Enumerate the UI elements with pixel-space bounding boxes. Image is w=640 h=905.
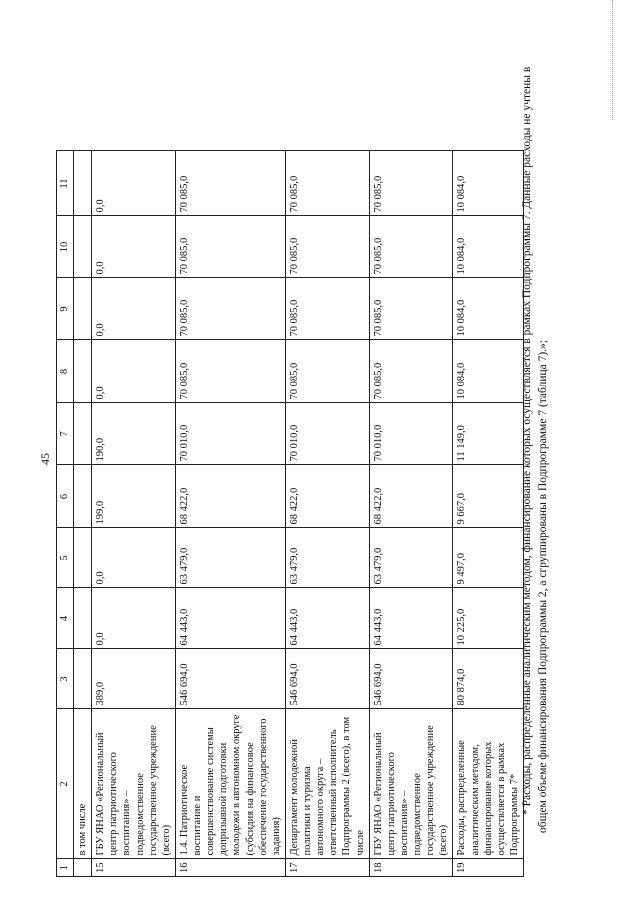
value-cell: 68 422,0 — [369, 465, 453, 528]
row-description: 1.4. Патриотическое воспитание и совершенствование системы допризывной подготовки молодежи в автономном округе (субсидия на финансовое обеспечение государственного задания) — [175, 709, 285, 859]
value-cell: 70 085,0 — [369, 340, 453, 403]
header-cell: 3 — [57, 649, 74, 709]
row-description: ГБУ ЯНАО «Региональный центр патриотического воспитания» – подведомственное государственное учреждение (всего) — [369, 709, 453, 859]
value-cell: 64 443,0 — [175, 588, 285, 649]
value-cell: 10 084,0 — [453, 216, 524, 278]
header-cell: 8 — [57, 340, 74, 403]
value-cell: 9 667,0 — [453, 465, 524, 528]
value-cell: 0,0 — [92, 278, 176, 340]
footnote: * Расходы, распределенные аналитическим методом, финансирование которых осуществляется в рамках Подпрограммы 7. Данные расходы не учтены в общем объеме финансирования Подпрограммы 2, а сгруппированы в Подпрограмме 7 (таблица 7).»; — [521, 66, 549, 833]
value-cell: 10 084,0 — [453, 340, 524, 403]
financing-table — [56, 151, 524, 878]
header-cell: 2 — [57, 709, 74, 859]
page-number: 45 — [38, 453, 52, 465]
value-cell: 70 010,0 — [369, 403, 453, 465]
row-description: в том числе — [74, 709, 92, 859]
scan-edge-mark — [612, 0, 613, 120]
value-cell: 70 085,0 — [175, 278, 285, 340]
value-cell — [74, 340, 92, 403]
value-cell: 0,0 — [92, 151, 176, 216]
value-cell: 70 085,0 — [369, 151, 453, 216]
value-cell: 63 479,0 — [285, 528, 369, 588]
value-cell: 70 085,0 — [285, 278, 369, 340]
row-description: Расходы, распределенные аналитическим методом, финансирование которых осуществляется в рамках Подпрограммы 7* — [453, 709, 524, 859]
value-cell: 11 149,0 — [453, 403, 524, 465]
value-cell: 70 085,0 — [175, 216, 285, 278]
header-cell: 11 — [57, 151, 74, 216]
value-cell: 0,0 — [92, 588, 176, 649]
table-row — [285, 151, 369, 877]
value-cell: 63 479,0 — [175, 528, 285, 588]
value-cell — [74, 216, 92, 278]
value-cell: 70 085,0 — [285, 151, 369, 216]
value-cell: 389,0 — [92, 649, 176, 709]
value-cell: 64 443,0 — [369, 588, 453, 649]
value-cell: 70 010,0 — [285, 403, 369, 465]
value-cell: 70 085,0 — [175, 151, 285, 216]
row-description: Департамент молодежной политики и туризма автономного округа – ответственный исполнитель Подпрограммы 2 (всего), в том числе — [285, 709, 369, 859]
header-cell: 10 — [57, 216, 74, 278]
row-number: 15 — [92, 859, 176, 877]
value-cell — [74, 465, 92, 528]
row-number: 19 — [453, 859, 524, 877]
value-cell: 64 443,0 — [285, 588, 369, 649]
value-cell: 10 084,0 — [453, 151, 524, 216]
header-row — [57, 151, 74, 877]
value-cell: 546 694,0 — [175, 649, 285, 709]
row-number: 18 — [369, 859, 453, 877]
table-row — [369, 151, 453, 877]
value-cell: 70 085,0 — [175, 340, 285, 403]
row-number: 16 — [175, 859, 285, 877]
value-cell: 546 694,0 — [285, 649, 369, 709]
header-cell: 4 — [57, 588, 74, 649]
value-cell: 80 874,0 — [453, 649, 524, 709]
value-cell: 190,0 — [92, 403, 176, 465]
value-cell: 546 694,0 — [369, 649, 453, 709]
table-row — [175, 151, 285, 877]
value-cell: 0,0 — [92, 528, 176, 588]
table-row — [74, 151, 92, 877]
value-cell: 70 085,0 — [285, 340, 369, 403]
header-cell: 9 — [57, 278, 74, 340]
value-cell: 63 479,0 — [369, 528, 453, 588]
row-number: 17 — [285, 859, 369, 877]
value-cell — [74, 588, 92, 649]
value-cell: 0,0 — [92, 216, 176, 278]
value-cell — [74, 528, 92, 588]
value-cell: 70 010,0 — [175, 403, 285, 465]
row-number — [74, 859, 92, 877]
value-cell: 199,0 — [92, 465, 176, 528]
value-cell: 70 085,0 — [369, 216, 453, 278]
row-description: ГБУ ЯНАО «Региональный центр патриотического воспитания» – подведомственное государственное учреждение (всего) — [92, 709, 176, 859]
header-cell: 5 — [57, 528, 74, 588]
value-cell — [74, 649, 92, 709]
value-cell: 68 422,0 — [285, 465, 369, 528]
value-cell: 9 497,0 — [453, 528, 524, 588]
value-cell — [74, 403, 92, 465]
value-cell: 0,0 — [92, 340, 176, 403]
value-cell: 70 085,0 — [285, 216, 369, 278]
table-row — [92, 151, 176, 877]
header-cell: 1 — [57, 859, 74, 877]
value-cell: 10 225,0 — [453, 588, 524, 649]
value-cell: 70 085,0 — [369, 278, 453, 340]
value-cell — [74, 278, 92, 340]
value-cell: 68 422,0 — [175, 465, 285, 528]
header-cell: 6 — [57, 465, 74, 528]
table-row — [453, 151, 524, 877]
value-cell — [74, 151, 92, 216]
value-cell: 10 084,0 — [453, 278, 524, 340]
header-cell: 7 — [57, 403, 74, 465]
